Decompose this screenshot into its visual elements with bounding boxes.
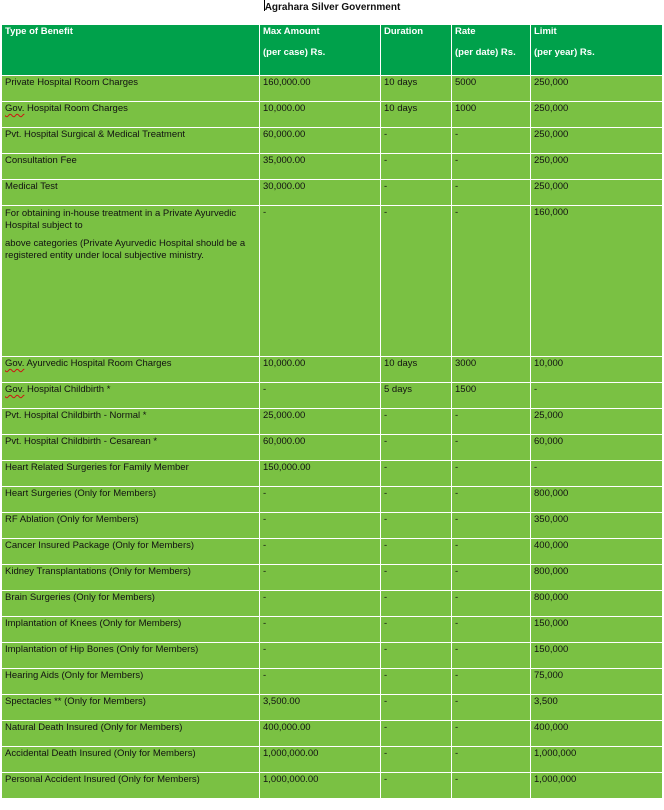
cell-value: 30,000.00 bbox=[263, 181, 306, 192]
rate-cell[interactable] bbox=[452, 357, 531, 383]
table-row bbox=[2, 154, 663, 180]
benefit-text: Hospital Childbirth * bbox=[24, 384, 111, 395]
table-row bbox=[2, 461, 663, 487]
duration-cell[interactable] bbox=[381, 76, 452, 102]
cell-value: - bbox=[455, 774, 459, 785]
max-amount-cell[interactable] bbox=[260, 695, 381, 721]
table-row bbox=[2, 591, 663, 617]
table-row bbox=[2, 409, 663, 435]
benefit-text: Personal Accident Insured (Only for Members) bbox=[5, 774, 200, 785]
cell-value: - bbox=[384, 514, 388, 525]
table-row bbox=[2, 643, 663, 669]
cell-value: 150,000 bbox=[534, 618, 569, 629]
benefit-cell[interactable] bbox=[2, 773, 260, 799]
cell-value: 60,000 bbox=[534, 436, 564, 447]
cell-value: - bbox=[455, 181, 459, 192]
cell-value: 10,000.00 bbox=[263, 103, 306, 114]
benefit-cell[interactable] bbox=[2, 487, 260, 513]
rate-cell[interactable] bbox=[452, 128, 531, 154]
benefit-text: Pvt. Hospital Surgical & Medical Treatment bbox=[5, 129, 186, 140]
cell-value: - bbox=[455, 644, 459, 655]
benefit-text: Ayurvedic Hospital Room Charges bbox=[24, 358, 172, 369]
rate-cell[interactable] bbox=[452, 721, 531, 747]
limit-cell[interactable] bbox=[531, 461, 663, 487]
limit-cell[interactable] bbox=[531, 435, 663, 461]
benefit-cell[interactable] bbox=[2, 513, 260, 539]
benefit-cell[interactable] bbox=[2, 643, 260, 669]
duration-cell[interactable] bbox=[381, 513, 452, 539]
cell-value: - bbox=[455, 722, 459, 733]
duration-cell[interactable] bbox=[381, 695, 452, 721]
max-amount-cell[interactable] bbox=[260, 721, 381, 747]
rate-cell[interactable] bbox=[452, 102, 531, 128]
benefit-cell[interactable] bbox=[2, 383, 260, 409]
cell-value: - bbox=[384, 722, 388, 733]
cell-value: - bbox=[455, 129, 459, 140]
limit-cell[interactable] bbox=[531, 102, 663, 128]
rate-cell[interactable] bbox=[452, 617, 531, 643]
duration-cell[interactable] bbox=[381, 461, 452, 487]
max-amount-cell[interactable] bbox=[260, 591, 381, 617]
max-amount-cell[interactable] bbox=[260, 565, 381, 591]
table-row bbox=[2, 435, 663, 461]
header-row bbox=[2, 25, 663, 76]
benefit-cell[interactable] bbox=[2, 102, 260, 128]
limit-cell[interactable] bbox=[531, 591, 663, 617]
table-row bbox=[2, 539, 663, 565]
cell-value: 5 days bbox=[384, 384, 412, 395]
table-row bbox=[2, 565, 663, 591]
benefit-text: Implantation of Hip Bones (Only for Members) bbox=[5, 644, 199, 655]
table-body bbox=[2, 76, 663, 799]
benefit-text: Pvt. Hospital Childbirth - Normal * bbox=[5, 410, 147, 421]
rate-cell[interactable] bbox=[452, 435, 531, 461]
rate-cell[interactable] bbox=[452, 487, 531, 513]
benefit-cell[interactable] bbox=[2, 357, 260, 383]
benefit-cell[interactable] bbox=[2, 695, 260, 721]
limit-cell[interactable] bbox=[531, 539, 663, 565]
cell-value: 800,000 bbox=[534, 488, 569, 499]
benefit-text: RF Ablation (Only for Members) bbox=[5, 514, 139, 525]
benefit-text: Accidental Death Insured (Only for Members) bbox=[5, 748, 196, 759]
limit-cell[interactable] bbox=[531, 695, 663, 721]
header-label: Rate bbox=[455, 26, 476, 37]
table-row bbox=[2, 128, 663, 154]
benefit-cell[interactable] bbox=[2, 539, 260, 565]
max-amount-cell[interactable] bbox=[260, 669, 381, 695]
benefit-cell[interactable] bbox=[2, 591, 260, 617]
cell-value: 10 days bbox=[384, 103, 418, 114]
cell-value: - bbox=[384, 155, 388, 166]
cell-value: 250,000 bbox=[534, 181, 569, 192]
limit-cell[interactable] bbox=[531, 128, 663, 154]
duration-cell[interactable] bbox=[381, 747, 452, 773]
cell-value: 35,000.00 bbox=[263, 155, 306, 166]
benefit-text-continued: above categories (Private Ayurvedic Hospital should be a registered entity under local subjective ministry. bbox=[5, 238, 246, 261]
cell-value: - bbox=[384, 488, 388, 499]
spellcheck-flagged-word[interactable]: Gov. bbox=[5, 384, 25, 395]
cell-value: - bbox=[263, 618, 267, 629]
cell-value: 350,000 bbox=[534, 514, 569, 525]
cell-value: - bbox=[455, 436, 459, 447]
cell-value: 1,000,000.00 bbox=[263, 774, 319, 785]
table-header bbox=[2, 25, 663, 76]
benefit-cell[interactable] bbox=[2, 76, 260, 102]
limit-cell[interactable] bbox=[531, 721, 663, 747]
cell-value: - bbox=[263, 514, 267, 525]
benefit-cell[interactable] bbox=[2, 565, 260, 591]
duration-cell[interactable] bbox=[381, 102, 452, 128]
cell-value: 400,000 bbox=[534, 540, 569, 551]
cell-value: - bbox=[455, 488, 459, 499]
cell-value: 10 days bbox=[384, 358, 418, 369]
limit-cell[interactable] bbox=[531, 76, 663, 102]
max-amount-cell[interactable] bbox=[260, 617, 381, 643]
cell-value: - bbox=[263, 488, 267, 499]
max-amount-cell[interactable] bbox=[260, 461, 381, 487]
cell-value: 10,000 bbox=[534, 358, 564, 369]
cell-value: 250,000 bbox=[534, 77, 569, 88]
spellcheck-flagged-word[interactable]: Gov. bbox=[5, 103, 25, 114]
spellcheck-flagged-word[interactable]: Gov. bbox=[5, 358, 25, 369]
cell-value: - bbox=[455, 618, 459, 629]
cell-value: - bbox=[384, 566, 388, 577]
cell-value: - bbox=[455, 462, 459, 473]
cell-value: - bbox=[384, 129, 388, 140]
cell-value: 25,000 bbox=[534, 410, 564, 421]
limit-cell[interactable] bbox=[531, 669, 663, 695]
max-amount-cell[interactable] bbox=[260, 102, 381, 128]
cell-value: - bbox=[455, 514, 459, 525]
benefit-text: For obtaining in-house treatment in a Private Ayurvedic Hospital subject to bbox=[5, 208, 237, 231]
max-amount-cell[interactable] bbox=[260, 154, 381, 180]
table-row bbox=[2, 695, 663, 721]
cell-value: - bbox=[384, 670, 388, 681]
max-amount-cell[interactable] bbox=[260, 76, 381, 102]
benefit-cell[interactable] bbox=[2, 154, 260, 180]
duration-cell[interactable] bbox=[381, 591, 452, 617]
duration-cell[interactable] bbox=[381, 721, 452, 747]
benefit-cell[interactable] bbox=[2, 409, 260, 435]
limit-cell[interactable] bbox=[531, 180, 663, 206]
benefit-text: Natural Death Insured (Only for Members) bbox=[5, 722, 183, 733]
duration-cell[interactable] bbox=[381, 565, 452, 591]
max-amount-cell[interactable] bbox=[260, 747, 381, 773]
cell-value: 5000 bbox=[455, 77, 477, 88]
cell-value: - bbox=[455, 566, 459, 577]
rate-cell[interactable] bbox=[452, 513, 531, 539]
benefit-text: Spectacles ** (Only for Members) bbox=[5, 696, 146, 707]
cell-value: - bbox=[455, 748, 459, 759]
cell-value: 400,000 bbox=[534, 722, 569, 733]
benefit-cell[interactable] bbox=[2, 206, 260, 357]
cell-value: 75,000 bbox=[534, 670, 564, 681]
cell-value: - bbox=[384, 774, 388, 785]
duration-cell[interactable] bbox=[381, 409, 452, 435]
header-label: Limit bbox=[534, 26, 557, 37]
limit-cell[interactable] bbox=[531, 643, 663, 669]
duration-cell[interactable] bbox=[381, 383, 452, 409]
duration-cell[interactable] bbox=[381, 435, 452, 461]
duration-cell[interactable] bbox=[381, 180, 452, 206]
cell-value: - bbox=[384, 462, 388, 473]
rate-cell[interactable] bbox=[452, 206, 531, 357]
duration-cell[interactable] bbox=[381, 206, 452, 357]
cell-value: - bbox=[384, 410, 388, 421]
header-sublabel: (per date) Rs. bbox=[455, 47, 516, 58]
benefit-text: Pvt. Hospital Childbirth - Cesarean * bbox=[5, 436, 158, 447]
duration-cell[interactable] bbox=[381, 617, 452, 643]
cell-value: 800,000 bbox=[534, 566, 569, 577]
table-row bbox=[2, 773, 663, 799]
max-amount-cell[interactable] bbox=[260, 773, 381, 799]
table-row bbox=[2, 617, 663, 643]
cell-value: 3000 bbox=[455, 358, 477, 369]
duration-cell[interactable] bbox=[381, 539, 452, 565]
limit-cell[interactable] bbox=[531, 409, 663, 435]
limit-cell[interactable] bbox=[531, 357, 663, 383]
rate-cell[interactable] bbox=[452, 591, 531, 617]
duration-cell[interactable] bbox=[381, 669, 452, 695]
cell-value: 1,000,000 bbox=[534, 774, 577, 785]
table-row bbox=[2, 76, 663, 102]
header-label: Type of Benefit bbox=[5, 26, 73, 37]
benefit-text: Consultation Fee bbox=[5, 155, 77, 166]
benefit-cell[interactable] bbox=[2, 617, 260, 643]
cell-value: - bbox=[455, 155, 459, 166]
header-label: Duration bbox=[384, 26, 424, 37]
max-amount-cell[interactable] bbox=[260, 180, 381, 206]
max-amount-cell[interactable] bbox=[260, 128, 381, 154]
max-amount-cell[interactable] bbox=[260, 487, 381, 513]
table-row bbox=[2, 206, 663, 357]
table-row bbox=[2, 102, 663, 128]
header-sublabel: (per year) Rs. bbox=[534, 47, 595, 58]
benefit-text: Brain Surgeries (Only for Members) bbox=[5, 592, 155, 603]
duration-cell[interactable] bbox=[381, 487, 452, 513]
cell-value: 60,000.00 bbox=[263, 436, 306, 447]
max-amount-cell[interactable] bbox=[260, 383, 381, 409]
table-row bbox=[2, 180, 663, 206]
benefit-text: Heart Related Surgeries for Family Member bbox=[5, 462, 189, 473]
benefit-text: Cancer Insured Package (Only for Members) bbox=[5, 540, 195, 551]
rate-cell[interactable] bbox=[452, 154, 531, 180]
duration-cell[interactable] bbox=[381, 128, 452, 154]
cell-value: - bbox=[263, 566, 267, 577]
max-amount-cell[interactable] bbox=[260, 513, 381, 539]
cell-value: - bbox=[263, 670, 267, 681]
duration-cell[interactable] bbox=[381, 357, 452, 383]
rate-cell[interactable] bbox=[452, 669, 531, 695]
rate-cell[interactable] bbox=[452, 565, 531, 591]
header-type-of-benefit[interactable] bbox=[2, 25, 260, 76]
limit-cell[interactable] bbox=[531, 513, 663, 539]
cell-value: - bbox=[263, 540, 267, 551]
cell-value: 160,000 bbox=[534, 207, 569, 218]
cell-value: 10 days bbox=[384, 77, 418, 88]
benefit-text: Hospital Room Charges bbox=[24, 103, 128, 114]
document-title bbox=[0, 0, 664, 24]
cell-value: 60,000.00 bbox=[263, 129, 306, 140]
limit-cell[interactable] bbox=[531, 383, 663, 409]
limit-cell[interactable] bbox=[531, 206, 663, 357]
benefit-text: Implantation of Knees (Only for Members) bbox=[5, 618, 182, 629]
cell-value: - bbox=[263, 644, 267, 655]
cell-value: 400,000.00 bbox=[263, 722, 311, 733]
header-max-amount[interactable] bbox=[260, 25, 381, 76]
cell-value: - bbox=[384, 592, 388, 603]
cell-value: - bbox=[384, 644, 388, 655]
cell-value: - bbox=[455, 207, 459, 218]
limit-cell[interactable] bbox=[531, 617, 663, 643]
limit-cell[interactable] bbox=[531, 773, 663, 799]
benefit-cell[interactable] bbox=[2, 435, 260, 461]
cell-value: - bbox=[384, 748, 388, 759]
rate-cell[interactable] bbox=[452, 747, 531, 773]
table-row bbox=[2, 747, 663, 773]
limit-cell[interactable] bbox=[531, 565, 663, 591]
cell-value: 3,500 bbox=[534, 696, 558, 707]
benefit-cell[interactable] bbox=[2, 721, 260, 747]
benefits-table bbox=[1, 24, 663, 799]
cell-value: - bbox=[384, 181, 388, 192]
header-rate[interactable] bbox=[452, 25, 531, 76]
duration-cell[interactable] bbox=[381, 773, 452, 799]
header-sublabel: (per case) Rs. bbox=[263, 47, 326, 58]
document-title-text: Agrahara Silver Government bbox=[264, 2, 401, 13]
table-row bbox=[2, 487, 663, 513]
cell-value: - bbox=[534, 462, 538, 473]
rate-cell[interactable] bbox=[452, 643, 531, 669]
limit-cell[interactable] bbox=[531, 487, 663, 513]
rate-cell[interactable] bbox=[452, 180, 531, 206]
cell-value: 1,000,000 bbox=[534, 748, 577, 759]
cell-value: 160,000.00 bbox=[263, 77, 311, 88]
benefit-cell[interactable] bbox=[2, 461, 260, 487]
cell-value: - bbox=[384, 436, 388, 447]
header-label: Max Amount bbox=[263, 26, 320, 37]
cell-value: - bbox=[384, 618, 388, 629]
cell-value: 25,000.00 bbox=[263, 410, 306, 421]
cell-value: 150,000 bbox=[534, 644, 569, 655]
duration-cell[interactable] bbox=[381, 643, 452, 669]
table-row bbox=[2, 721, 663, 747]
cell-value: 250,000 bbox=[534, 129, 569, 140]
cell-value: 150,000.00 bbox=[263, 462, 311, 473]
cell-value: - bbox=[263, 384, 267, 395]
cell-value: 800,000 bbox=[534, 592, 569, 603]
header-duration[interactable] bbox=[381, 25, 452, 76]
cell-value: - bbox=[384, 696, 388, 707]
benefit-text: Kidney Transplantations (Only for Members) bbox=[5, 566, 191, 577]
limit-cell[interactable] bbox=[531, 154, 663, 180]
cell-value: - bbox=[455, 592, 459, 603]
max-amount-cell[interactable] bbox=[260, 409, 381, 435]
benefit-text: Medical Test bbox=[5, 181, 58, 192]
cell-value: 1000 bbox=[455, 103, 477, 114]
max-amount-cell[interactable] bbox=[260, 206, 381, 357]
max-amount-cell[interactable] bbox=[260, 357, 381, 383]
cell-value: - bbox=[263, 592, 267, 603]
benefit-text: Heart Surgeries (Only for Members) bbox=[5, 488, 156, 499]
table-row bbox=[2, 357, 663, 383]
benefit-cell[interactable] bbox=[2, 747, 260, 773]
rate-cell[interactable] bbox=[452, 695, 531, 721]
cell-value: 1,000,000.00 bbox=[263, 748, 319, 759]
rate-cell[interactable] bbox=[452, 76, 531, 102]
cell-value: 1500 bbox=[455, 384, 477, 395]
table-row bbox=[2, 513, 663, 539]
table-row bbox=[2, 669, 663, 695]
benefit-text: Hearing Aids (Only for Members) bbox=[5, 670, 144, 681]
cell-value: - bbox=[455, 410, 459, 421]
max-amount-cell[interactable] bbox=[260, 643, 381, 669]
cell-value: - bbox=[455, 696, 459, 707]
table-row bbox=[2, 383, 663, 409]
cell-value: - bbox=[263, 207, 267, 218]
cell-value: 3,500.00 bbox=[263, 696, 300, 707]
rate-cell[interactable] bbox=[452, 383, 531, 409]
rate-cell[interactable] bbox=[452, 461, 531, 487]
rate-cell[interactable] bbox=[452, 773, 531, 799]
cell-value: 250,000 bbox=[534, 103, 569, 114]
cell-value: - bbox=[384, 540, 388, 551]
benefit-text: Private Hospital Room Charges bbox=[5, 77, 139, 88]
cell-value: - bbox=[534, 384, 538, 395]
header-limit[interactable] bbox=[531, 25, 663, 76]
cell-value: - bbox=[455, 670, 459, 681]
duration-cell[interactable] bbox=[381, 154, 452, 180]
limit-cell[interactable] bbox=[531, 747, 663, 773]
cell-value: - bbox=[455, 540, 459, 551]
rate-cell[interactable] bbox=[452, 539, 531, 565]
cell-value: - bbox=[384, 207, 388, 218]
benefit-cell[interactable] bbox=[2, 180, 260, 206]
max-amount-cell[interactable] bbox=[260, 539, 381, 565]
rate-cell[interactable] bbox=[452, 409, 531, 435]
cell-value: 250,000 bbox=[534, 155, 569, 166]
benefit-cell[interactable] bbox=[2, 669, 260, 695]
benefit-cell[interactable] bbox=[2, 128, 260, 154]
max-amount-cell[interactable] bbox=[260, 435, 381, 461]
cell-value: 10,000.00 bbox=[263, 358, 306, 369]
